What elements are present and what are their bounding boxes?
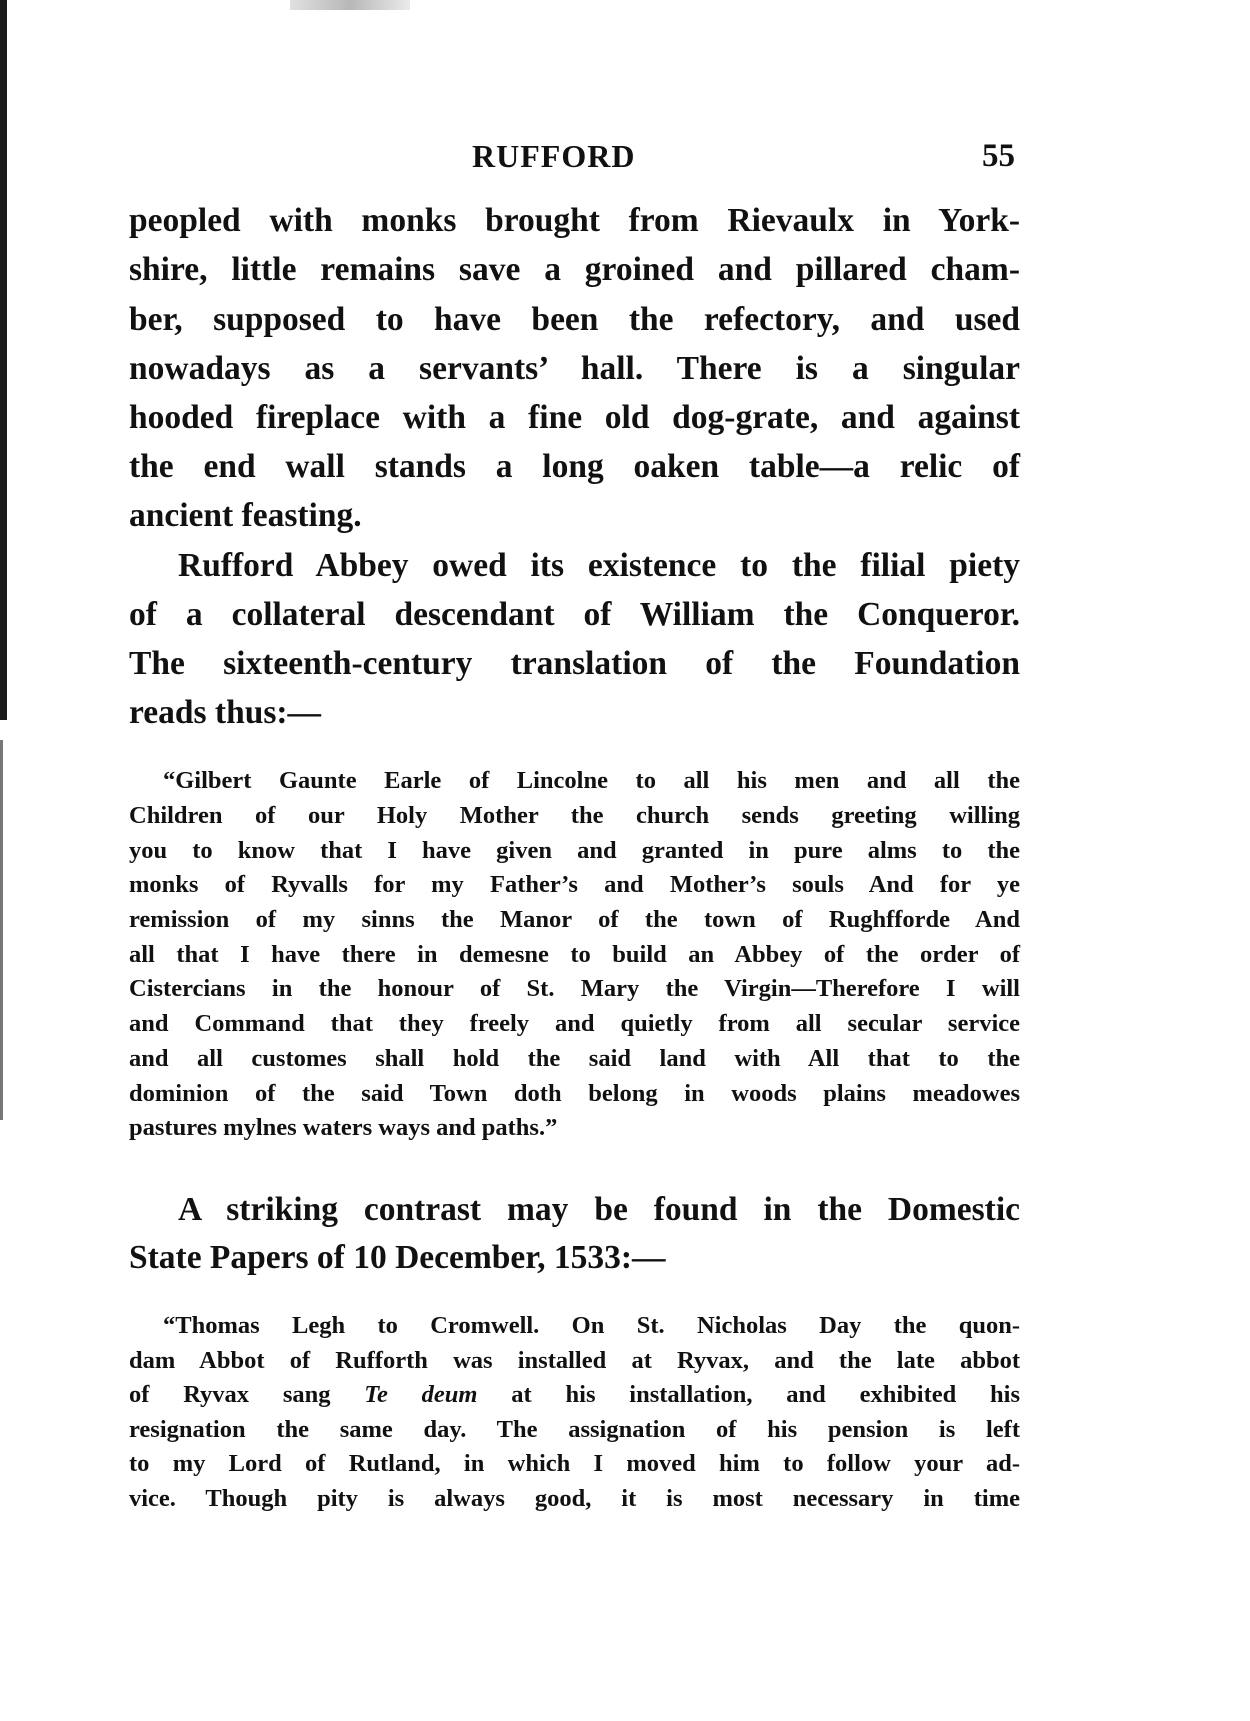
- quote-text: at his installation, and exhibited his: [477, 1381, 1020, 1408]
- quote-line: Cistercians in the honour of St. Mary the Virgin—Therefore I will: [129, 975, 1020, 1002]
- text-line: The sixteenth-century translation of the Foundation: [129, 645, 1020, 682]
- scan-edge-shadow: [0, 740, 3, 1120]
- quote-line: remission of my sinns the Manor of the town of Rughfforde And: [129, 906, 1020, 933]
- text-line: ancient feasting.: [129, 497, 362, 534]
- quote-line: and all customes shall hold the said land with All that to the: [129, 1045, 1020, 1072]
- text-line: Rufford Abbey owed its existence to the filial piety: [178, 547, 1020, 584]
- quote-line: monks of Ryvalls for my Father’s and Mother’s souls And for ye: [129, 871, 1020, 898]
- text-line: shire, little remains save a groined and pillared cham-: [129, 251, 1020, 288]
- text-line: peopled with monks brought from Rievaulx in York-: [129, 202, 1020, 239]
- text-line: of a collateral descendant of William the Conqueror.: [129, 596, 1020, 633]
- quote-line: resignation the same day. The assignation of his pension is left: [129, 1416, 1020, 1443]
- scan-edge: [0, 0, 7, 720]
- text-line: hooded fireplace with a fine old dog-grate, and against: [129, 399, 1020, 436]
- text-line: A striking contrast may be found in the Domestic: [178, 1191, 1020, 1228]
- scan-smudge: [290, 0, 410, 10]
- running-title: RUFFORD: [472, 138, 636, 174]
- quote-line: dam Abbot of Rufforth was installed at Ryvax, and the late abbot: [129, 1347, 1020, 1374]
- quote-line: pastures mylnes waters ways and paths.”: [129, 1114, 558, 1141]
- page-number: 55: [982, 138, 1015, 174]
- quote-line: “Thomas Legh to Cromwell. On St. Nicholas Day the quon-: [163, 1312, 1020, 1339]
- quote-line: you to know that I have given and granted in pure alms to the: [129, 837, 1020, 864]
- quote-line: vice. Though pity is always good, it is most necessary in time: [129, 1485, 1020, 1512]
- quote-line: and Command that they freely and quietly from all secular service: [129, 1010, 1020, 1037]
- text-line: the end wall stands a long oaken table—a relic of: [129, 448, 1020, 485]
- quote-text: of Ryvax sang: [129, 1381, 365, 1408]
- quote-line: to my Lord of Rutland, in which I moved him to follow your ad-: [129, 1450, 1020, 1477]
- text-line: reads thus:—: [129, 694, 322, 731]
- quote-line: all that I have there in demesne to build an Abbey of the order of: [129, 941, 1020, 968]
- text-line: State Papers of 10 December, 1533:—: [129, 1239, 666, 1276]
- quote-line: dominion of the said Town doth belong in woods plains meadowes: [129, 1080, 1020, 1107]
- quote-line: [129, 1378, 1020, 1412]
- text-line: nowadays as a servants’ hall. There is a singular: [129, 350, 1020, 387]
- quote-line: “Gilbert Gaunte Earle of Lincolne to all his men and all the: [163, 767, 1020, 794]
- italic-title: Te deum: [364, 1381, 478, 1408]
- quote-line: Children of our Holy Mother the church sends greeting willing: [129, 802, 1020, 829]
- text-line: ber, supposed to have been the refectory, and used: [129, 301, 1020, 338]
